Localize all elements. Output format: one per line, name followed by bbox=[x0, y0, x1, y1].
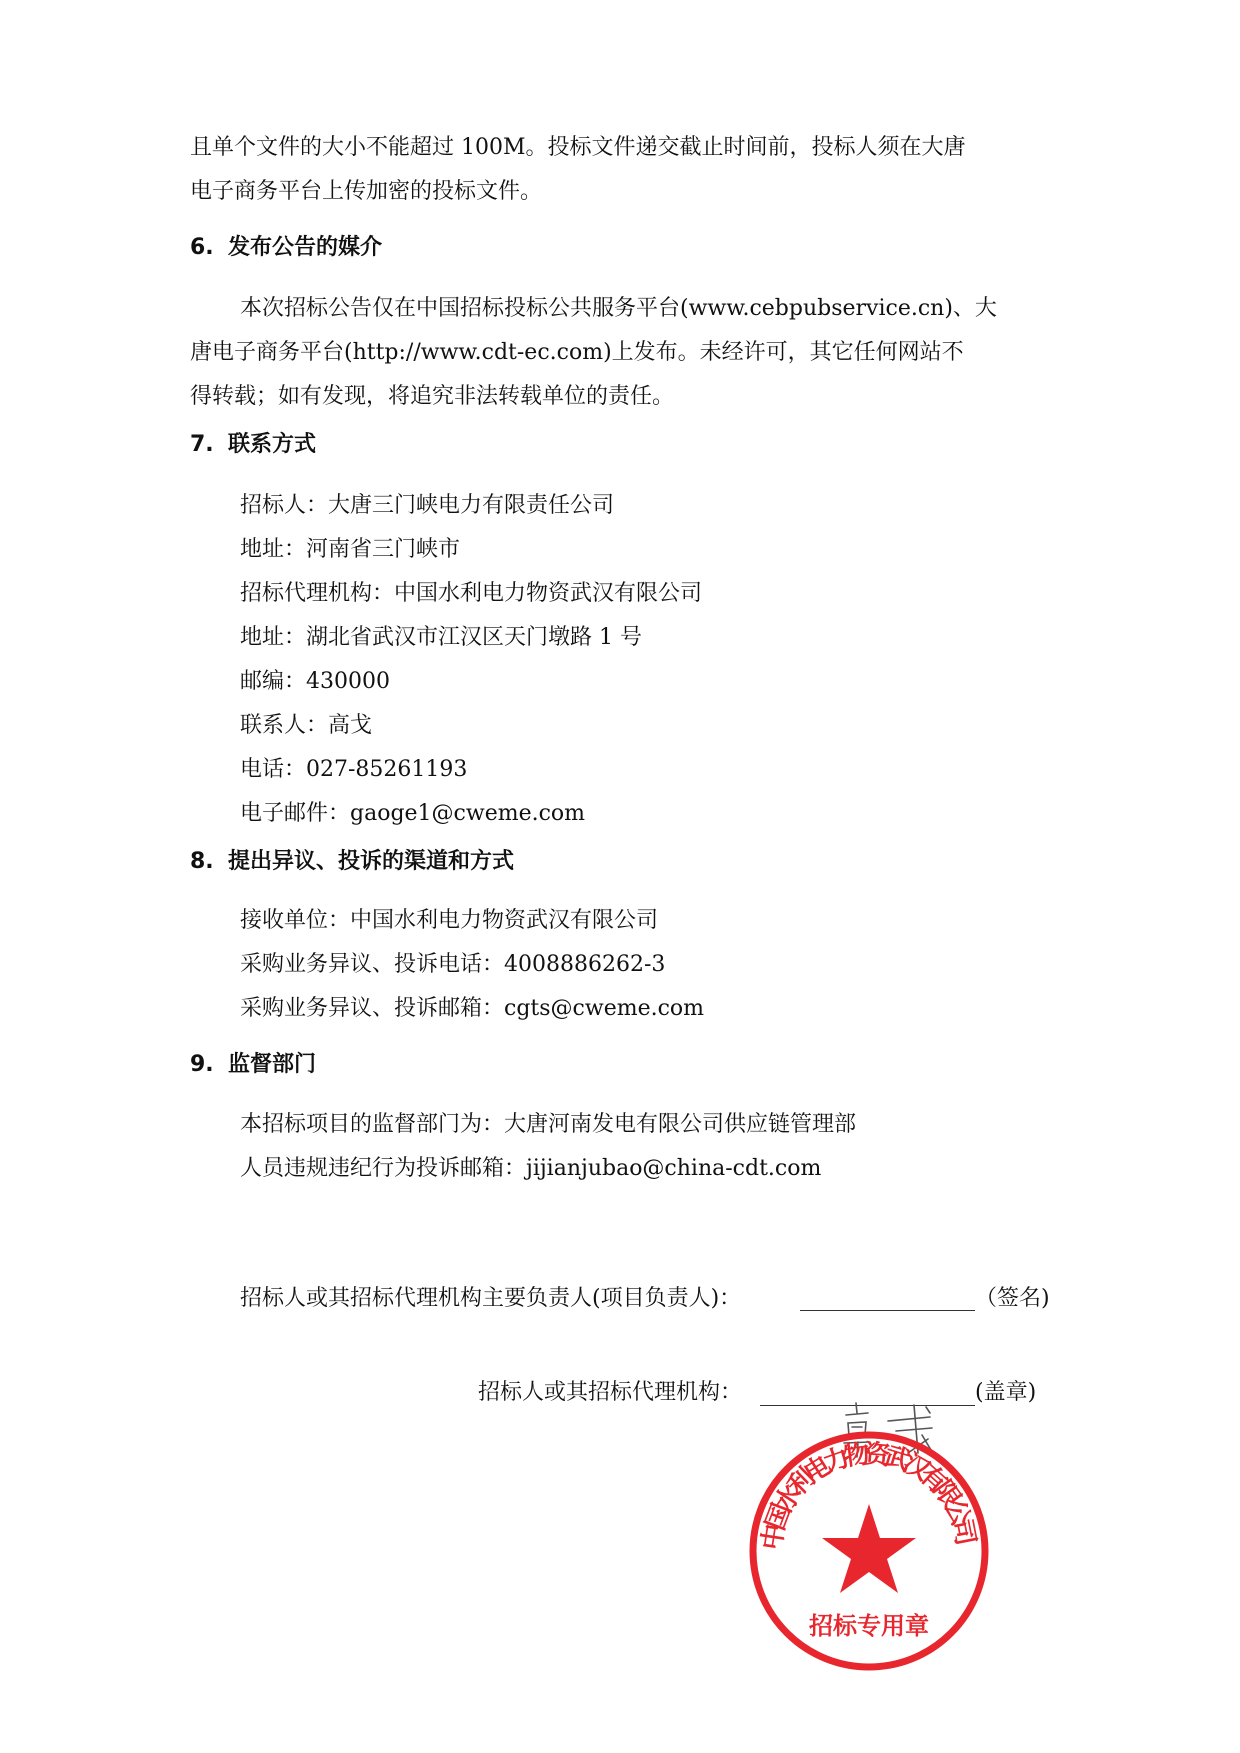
signature-label: 招标人或其招标代理机构主要负责人(项目负责人)： bbox=[240, 1286, 742, 1311]
contact-address: 地址：河南省三门峡市 bbox=[240, 537, 461, 562]
section-number: 6. bbox=[190, 235, 214, 260]
paragraph-line: 唐电子商务平台(http://www.cdt-ec.com)上发布。未经许可，其它任何网站不 bbox=[190, 340, 964, 365]
supervision-dept: 本招标项目的监督部门为：大唐河南发电有限公司供应链管理部 bbox=[240, 1112, 857, 1137]
section-title: 发布公告的媒介 bbox=[228, 235, 383, 260]
section-number: 8. bbox=[190, 849, 214, 874]
section-heading-8 bbox=[190, 847, 514, 877]
contact-postcode: 邮编：430000 bbox=[240, 669, 390, 694]
section-number: 7. bbox=[190, 432, 214, 457]
paragraph-line: 本次招标公告仅在中国招标投标公共服务平台(www.cebpubservice.cn)、大 bbox=[240, 296, 997, 321]
contact-agency-address: 地址：湖北省武汉市江汉区天门墩路 1 号 bbox=[240, 625, 642, 650]
company-seal bbox=[744, 1426, 994, 1676]
complaint-email: 采购业务异议、投诉邮箱：cgts@cweme.com bbox=[240, 996, 705, 1021]
complaint-phone: 采购业务异议、投诉电话：4008886262-3 bbox=[240, 952, 666, 977]
supervision-email: 人员违规违纪行为投诉邮箱：jijianjubao@china-cdt.com bbox=[240, 1156, 822, 1181]
section-title: 提出异议、投诉的渠道和方式 bbox=[228, 849, 515, 874]
section-heading-7 bbox=[190, 430, 316, 460]
seal-suffix: (盖章) bbox=[975, 1380, 1037, 1405]
contact-phone: 电话：027-85261193 bbox=[240, 757, 468, 782]
seal-label: 招标人或其招标代理机构： bbox=[478, 1380, 743, 1405]
section-number: 9. bbox=[190, 1052, 214, 1077]
contact-agency: 招标代理机构：中国水利电力物资武汉有限公司 bbox=[240, 581, 703, 606]
signature-underline bbox=[800, 1310, 975, 1311]
contact-person: 联系人：高戈 bbox=[240, 713, 373, 738]
section-title: 监督部门 bbox=[228, 1052, 317, 1077]
section-heading-6 bbox=[190, 233, 382, 263]
paragraph-line: 得转载；如有发现，将追究非法转载单位的责任。 bbox=[190, 384, 675, 409]
section-title: 联系方式 bbox=[228, 432, 317, 457]
paragraph-line: 且单个文件的大小不能超过 100M。投标文件递交截止时间前，投标人须在大唐 bbox=[190, 135, 966, 160]
complaint-unit: 接收单位：中国水利电力物资武汉有限公司 bbox=[240, 908, 659, 933]
section-heading-9 bbox=[190, 1050, 316, 1080]
signature-suffix: （签名) bbox=[975, 1286, 1050, 1311]
seal-star-icon bbox=[822, 1504, 916, 1593]
seal-ring-text: 中国水利电力物资武汉有限公司 bbox=[757, 1439, 981, 1552]
paragraph-line: 电子商务平台上传加密的投标文件。 bbox=[190, 179, 543, 204]
contact-email: 电子邮件：gaoge1@cweme.com bbox=[240, 801, 586, 826]
seal-bottom-text: 招标专用章 bbox=[809, 1612, 929, 1640]
contact-tenderer: 招标人：大唐三门峡电力有限责任公司 bbox=[240, 493, 615, 518]
